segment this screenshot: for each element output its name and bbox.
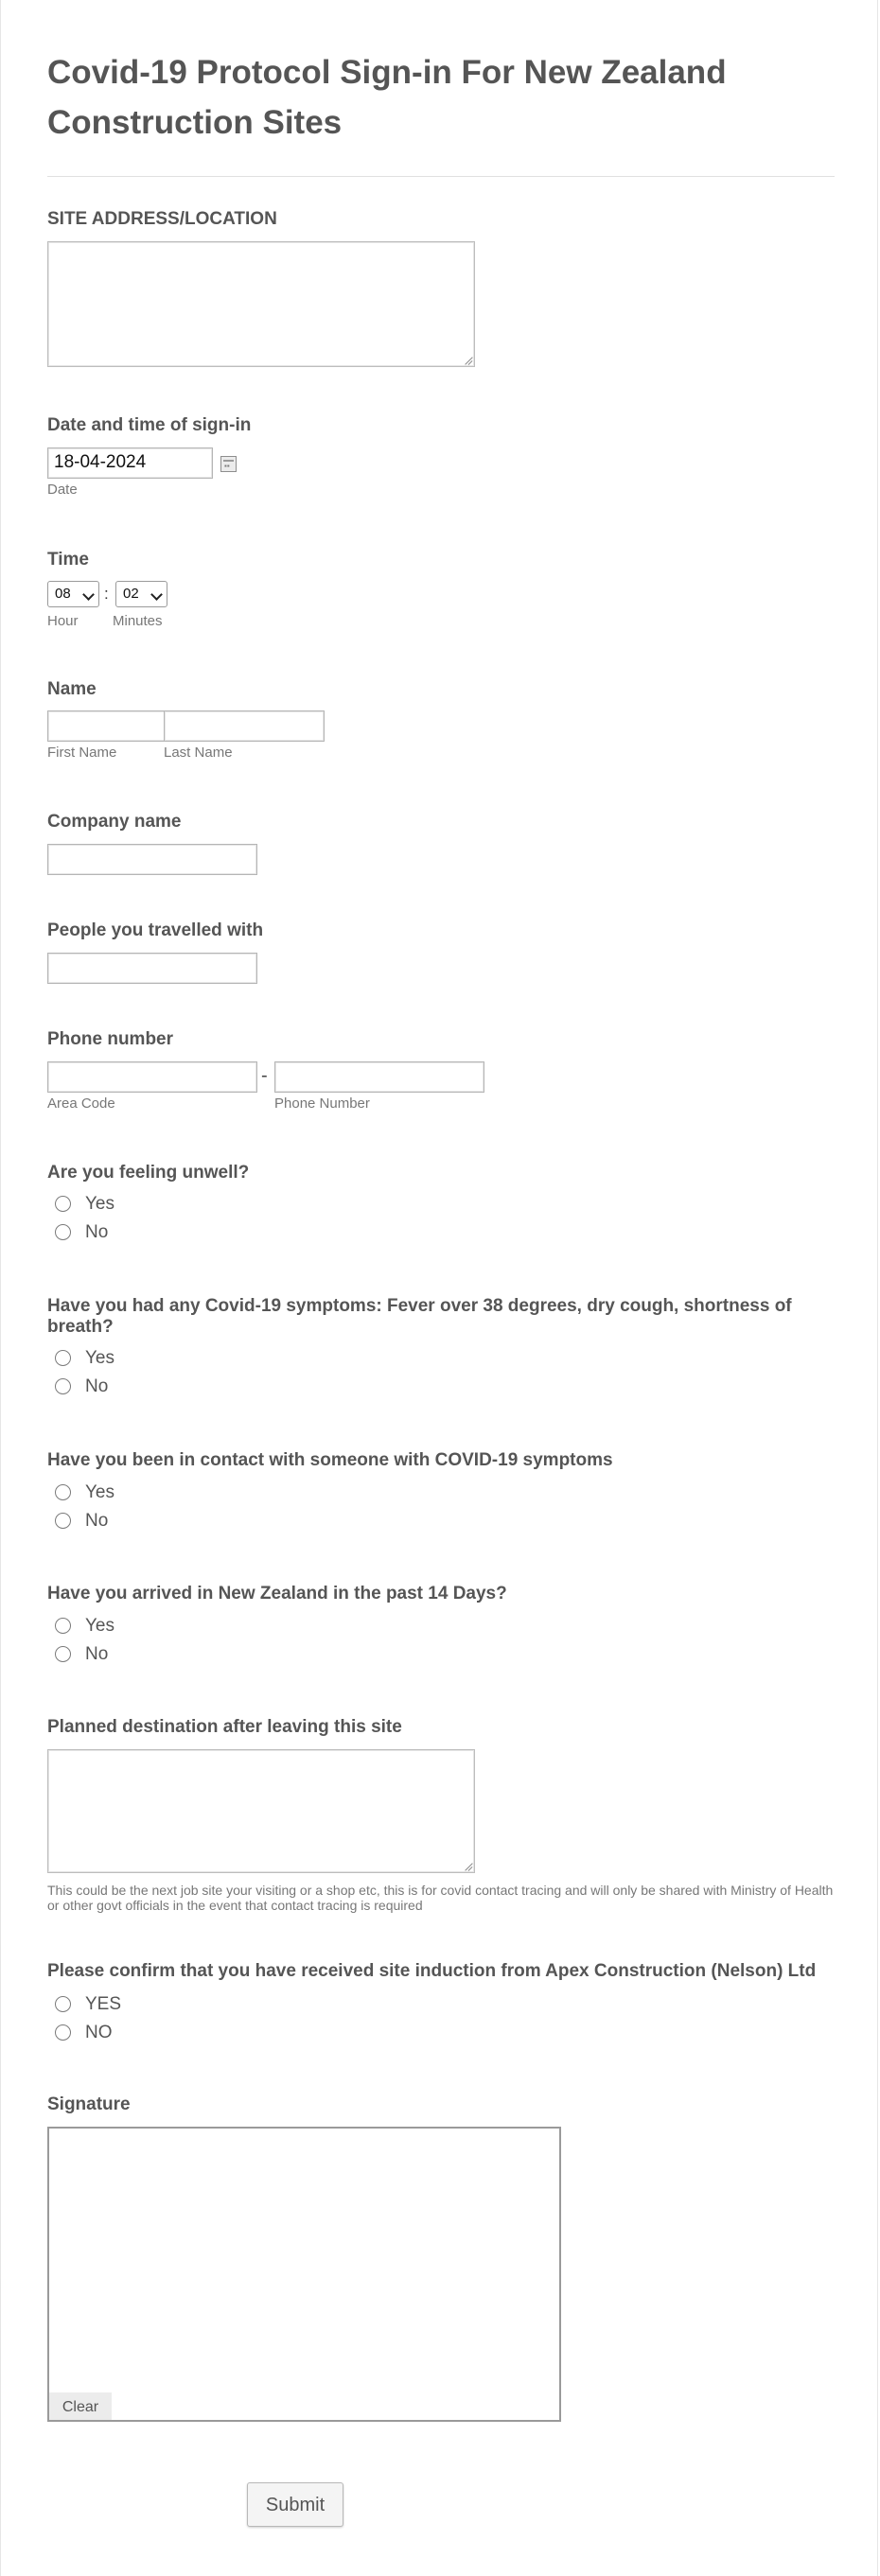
radio-circle[interactable] bbox=[55, 1196, 71, 1212]
radio-option-label: No bbox=[85, 1222, 109, 1242]
radio-option-label: No bbox=[85, 1511, 109, 1531]
radio-circle[interactable] bbox=[55, 1618, 71, 1634]
calendar-icon[interactable]: ▪▪ bbox=[220, 456, 237, 472]
company-label: Company name bbox=[47, 812, 182, 832]
radio-option-label: No bbox=[85, 1376, 109, 1396]
signature-pad[interactable] bbox=[47, 2127, 561, 2422]
resize-grip-icon[interactable] bbox=[464, 1862, 472, 1870]
phone-number-sublabel: Phone Number bbox=[274, 1095, 370, 1112]
destination-textarea[interactable] bbox=[47, 1749, 475, 1873]
submit-button[interactable]: Submit bbox=[247, 2482, 343, 2527]
radio-circle[interactable] bbox=[55, 1996, 71, 2012]
radio-option-label: Yes bbox=[85, 1348, 114, 1368]
area-code-sublabel: Area Code bbox=[47, 1095, 115, 1112]
radio-option-label: Yes bbox=[85, 1482, 114, 1502]
site-address-textarea[interactable] bbox=[47, 241, 475, 367]
hour-select-value: 08 bbox=[55, 586, 71, 602]
question-arrived-label: Have you arrived in New Zealand in the past 14 Days? bbox=[47, 1584, 507, 1603]
minute-select[interactable] bbox=[115, 581, 167, 607]
site-address-label: SITE ADDRESS/LOCATION bbox=[47, 209, 277, 229]
radio-circle[interactable] bbox=[55, 2024, 71, 2041]
form-title: Covid-19 Protocol Sign-in For New Zealand Construction Sites bbox=[47, 54, 727, 141]
induction-label: Please confirm that you have received site induction from Apex Construction (Nelson) Ltd bbox=[47, 1961, 817, 1981]
radio-option-label: Yes bbox=[85, 1616, 114, 1636]
area-code-input[interactable] bbox=[47, 1061, 257, 1093]
last-name-sublabel: Last Name bbox=[164, 745, 233, 761]
destination-label: Planned destination after leaving this site bbox=[47, 1717, 402, 1737]
resize-grip-icon[interactable] bbox=[464, 356, 472, 364]
radio-circle[interactable] bbox=[55, 1513, 71, 1529]
radio-circle[interactable] bbox=[55, 1350, 71, 1366]
radio-circle[interactable] bbox=[55, 1224, 71, 1240]
time-label: Time bbox=[47, 550, 90, 570]
hour-select[interactable] bbox=[47, 581, 99, 607]
clear-signature-button[interactable]: Clear bbox=[49, 2392, 112, 2420]
minute-select-value: 02 bbox=[123, 586, 139, 602]
minutes-sublabel: Minutes bbox=[113, 613, 163, 629]
hour-sublabel: Hour bbox=[47, 613, 79, 629]
radio-option-label: Yes bbox=[85, 1194, 114, 1214]
phone-number-input[interactable] bbox=[274, 1061, 484, 1093]
time-separator: : bbox=[104, 585, 109, 603]
travelled-with-input[interactable] bbox=[47, 953, 257, 984]
phone-label: Phone number bbox=[47, 1029, 174, 1049]
destination-help-text: This could be the next job site your visiting or a shop etc, this is for covid contact tracing and will only be shared with Ministry of Health or other govt officials in the event that contact tracing is required bbox=[47, 1883, 834, 1913]
radio-option-label: No bbox=[85, 1644, 109, 1664]
question-unwell-label: Are you feeling unwell? bbox=[47, 1163, 250, 1183]
date-sublabel: Date bbox=[47, 482, 78, 498]
radio-circle[interactable] bbox=[55, 1378, 71, 1394]
chevron-down-icon bbox=[150, 588, 163, 601]
question-symptoms-label: Have you had any Covid-19 symptoms: Fever over 38 degrees, dry cough, shortness of breath? bbox=[47, 1296, 792, 1337]
radio-option-label: YES bbox=[85, 1994, 122, 2014]
question-contact-label: Have you been in contact with someone with COVID-19 symptoms bbox=[47, 1450, 613, 1470]
datetime-label: Date and time of sign-in bbox=[47, 415, 252, 435]
radio-option-label: NO bbox=[85, 2023, 113, 2042]
radio-circle[interactable] bbox=[55, 1484, 71, 1500]
company-input[interactable] bbox=[47, 844, 257, 875]
phone-separator: - bbox=[261, 1065, 268, 1086]
date-input[interactable]: 18-04-2024 bbox=[47, 447, 213, 479]
last-name-input[interactable] bbox=[164, 710, 325, 742]
first-name-sublabel: First Name bbox=[47, 745, 117, 761]
title-divider bbox=[47, 176, 835, 177]
travelled-with-label: People you travelled with bbox=[47, 920, 264, 940]
chevron-down-icon bbox=[82, 588, 95, 601]
radio-circle[interactable] bbox=[55, 1646, 71, 1662]
name-label: Name bbox=[47, 679, 97, 699]
signature-label: Signature bbox=[47, 2094, 131, 2114]
